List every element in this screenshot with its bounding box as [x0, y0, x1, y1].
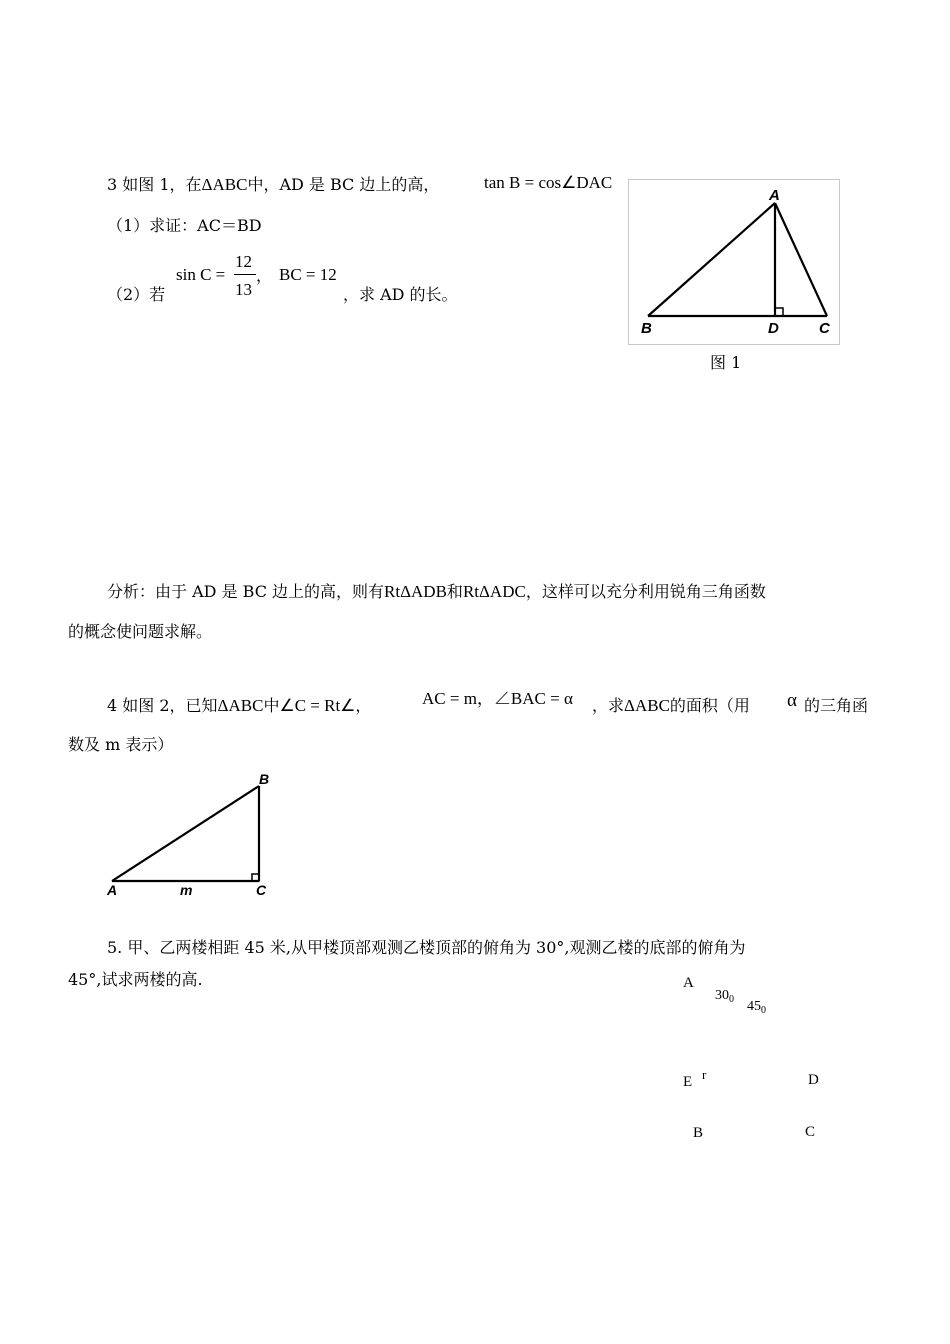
figure1-frame — [628, 179, 840, 345]
fig3-label-b: B — [693, 1125, 704, 1141]
fig3-label-a: A — [683, 975, 694, 991]
problem5-line1: 5. 甲、乙两楼相距 45 米,从甲楼顶部观测乙楼顶部的俯角为 30°,观测乙楼的底部的俯角为 — [107, 938, 746, 957]
fig3-label-e: E — [683, 1074, 693, 1090]
sin-c-numerator: 12 — [235, 252, 252, 271]
analysis-prefix: 分析：由于 AD 是 BC 边上的高，则有 — [107, 582, 385, 601]
segment-ac — [775, 203, 827, 316]
figure1-triangle-diagram — [629, 180, 839, 344]
angle-c-right: ∠C = Rt∠ — [279, 696, 356, 715]
rt-adb: RtΔADB — [384, 582, 447, 601]
sin-c-denominator: 13 — [235, 280, 252, 299]
analysis-suffix: ，这样可以充分利用锐角三角函数 — [525, 582, 766, 601]
triangle-abc-p4: ΔABC — [217, 696, 264, 715]
segment-ab — [648, 203, 775, 316]
fig3-angle-45-value: 45 — [747, 999, 761, 1014]
problem3-line1 — [107, 175, 439, 195]
ac-m-angle-bac: AC = m，∠BAC = α — [422, 689, 573, 708]
problem4-mid: 中 — [263, 696, 280, 715]
side-m-label: m — [180, 882, 193, 898]
comma: ， — [256, 266, 273, 285]
vertex-a: A — [769, 187, 780, 204]
problem3-intro: 3 如图 1，在 — [107, 175, 202, 194]
problem4-line2: 数及 m 表示） — [68, 735, 174, 754]
segment-ab-p4 — [112, 786, 259, 881]
problem4-comma: ， — [355, 696, 372, 715]
fig3-angle-45 — [747, 999, 766, 1016]
given-tan-expression: tan B = cos∠DAC — [484, 173, 613, 192]
vertex-a-p4: A — [107, 882, 118, 898]
fig3-angle-45-degree: 0 — [761, 1005, 766, 1016]
vertex-d: D — [768, 320, 779, 337]
fig3-label-c: C — [805, 1124, 816, 1140]
fig3-label-r: r — [702, 1067, 707, 1082]
problem4-ask-text: ，求 — [592, 696, 625, 715]
fraction-bar — [234, 274, 256, 275]
vertex-c-p4: C — [256, 882, 267, 898]
triangle-abc-p4-2: ΔABC — [624, 696, 670, 715]
problem4-prefix: 4 如图 2，已知 — [107, 696, 218, 715]
alpha-symbol: α — [787, 690, 797, 711]
problem4-ask — [592, 696, 750, 716]
fig3-label-d: D — [808, 1072, 819, 1088]
fig3-angle-30-degree: 0 — [729, 994, 734, 1005]
problem4-ask3: 的三角函 — [804, 696, 869, 715]
vertex-c: C — [819, 320, 830, 337]
analysis-line1 — [107, 582, 766, 602]
fig3-angle-30 — [715, 988, 734, 1005]
triangle-abc: ΔABC — [201, 175, 248, 194]
analysis-line2: 的概念使问题求解。 — [68, 622, 213, 641]
problem4-line1 — [107, 696, 371, 716]
vertex-b-p4: B — [259, 771, 270, 787]
rt-adc: RtΔADC — [462, 582, 526, 601]
sin-c-label: sin C = — [176, 265, 226, 284]
analysis-and: 和 — [446, 582, 463, 601]
problem3-intro-mid: 中，AD 是 BC 边上的高， — [247, 175, 440, 194]
fig3-angle-30-value: 30 — [715, 988, 729, 1003]
problem3-part2-suffix: ，求 AD 的长。 — [343, 285, 458, 304]
vertex-b: B — [641, 320, 652, 337]
problem3-part2-prefix: （2）若 — [107, 285, 166, 304]
figure2-triangle-diagram — [104, 770, 284, 900]
problem4-ask2: 的面积（用 — [669, 696, 750, 715]
right-angle-marker — [775, 308, 783, 316]
bc-value: BC = 12 — [279, 265, 337, 284]
figure1-caption: 图 1 — [710, 353, 742, 372]
problem5-line2: 45°,试求两楼的高. — [68, 970, 203, 989]
problem3-part1: （1）求证：AC＝BD — [107, 216, 262, 235]
